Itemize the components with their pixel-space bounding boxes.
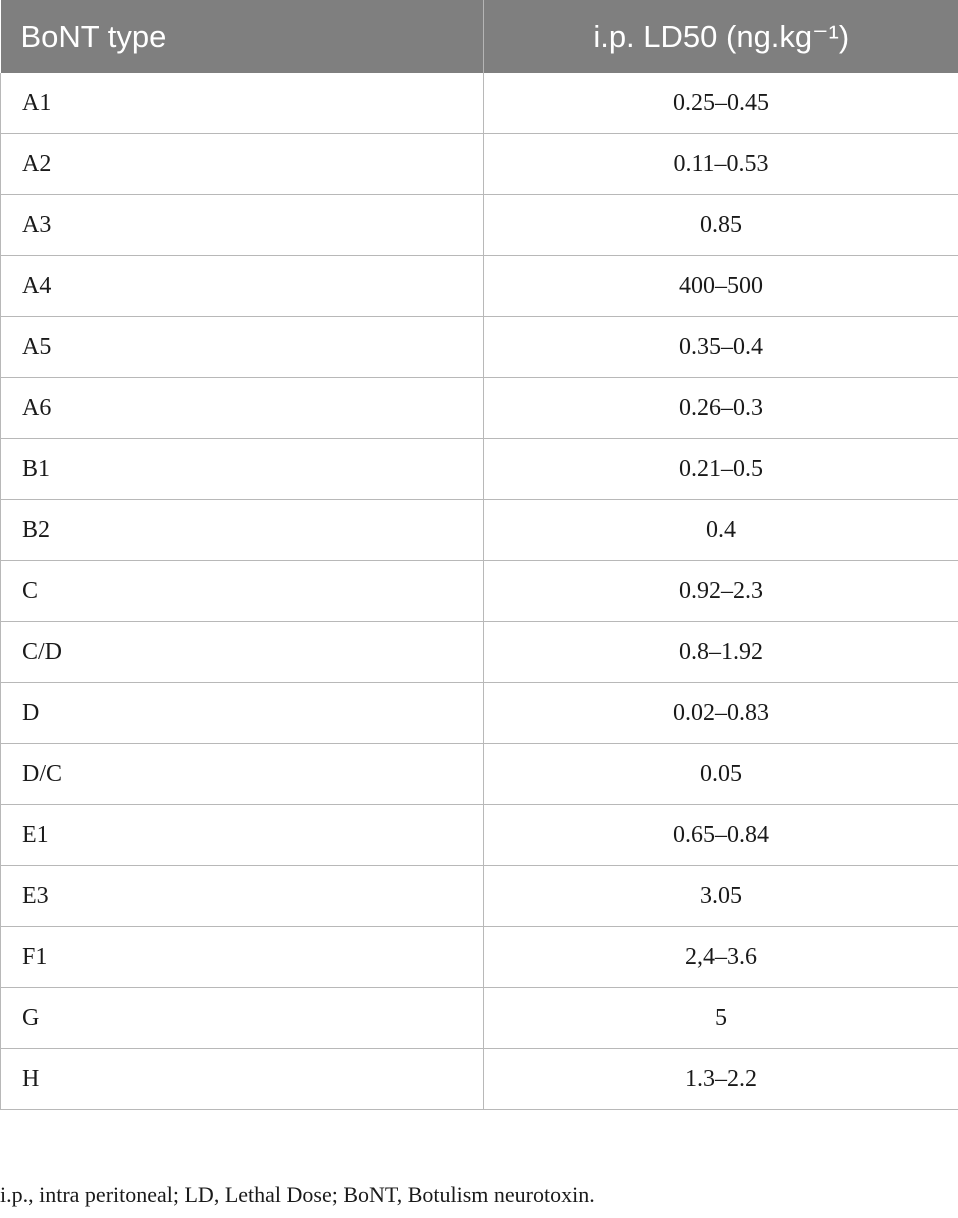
bont-type-cell: A4: [1, 256, 484, 317]
table-body: [1, 73, 958, 1110]
ld50-value-cell: 0.35–0.4: [484, 317, 958, 378]
table-row: [1, 744, 958, 805]
ld50-value-cell: 400–500: [484, 256, 958, 317]
header-bont-type: BoNT type: [1, 0, 484, 73]
ld50-value-cell: 0.8–1.92: [484, 622, 958, 683]
bont-type-cell: A5: [1, 317, 484, 378]
table-row: [1, 378, 958, 439]
ld50-value-cell: 2,4–3.6: [484, 927, 958, 988]
bont-type-cell: H: [1, 1049, 484, 1110]
table-header: [1, 0, 958, 73]
header-row: [1, 0, 958, 73]
table-row: [1, 439, 958, 500]
ld50-value-cell: 0.21–0.5: [484, 439, 958, 500]
ld50-value-cell: 3.05: [484, 866, 958, 927]
ld50-value-cell: 5: [484, 988, 958, 1049]
bont-type-cell: D/C: [1, 744, 484, 805]
bont-type-cell: A3: [1, 195, 484, 256]
bont-type-cell: A2: [1, 134, 484, 195]
bont-type-cell: G: [1, 988, 484, 1049]
bont-type-cell: B2: [1, 500, 484, 561]
bont-type-cell: B1: [1, 439, 484, 500]
ld50-value-cell: 0.85: [484, 195, 958, 256]
table-row: [1, 622, 958, 683]
table-row: [1, 500, 958, 561]
bont-type-cell: F1: [1, 927, 484, 988]
table-row: [1, 317, 958, 378]
bont-type-cell: A6: [1, 378, 484, 439]
ld50-value-cell: 0.02–0.83: [484, 683, 958, 744]
bont-type-cell: D: [1, 683, 484, 744]
table-row: [1, 805, 958, 866]
ld50-value-cell: 0.65–0.84: [484, 805, 958, 866]
table-row: [1, 73, 958, 134]
table-row: [1, 927, 958, 988]
bont-type-cell: C: [1, 561, 484, 622]
table-footnote: i.p., intra peritoneal; LD, Lethal Dose; BoNT, Botulism neurotoxin.: [0, 1182, 595, 1207]
bont-type-cell: E3: [1, 866, 484, 927]
table-row: [1, 683, 958, 744]
ld50-value-cell: 0.11–0.53: [484, 134, 958, 195]
ld50-value-cell: 0.26–0.3: [484, 378, 958, 439]
table-row: [1, 1049, 958, 1110]
table-row: [1, 988, 958, 1049]
ld50-value-cell: 0.92–2.3: [484, 561, 958, 622]
table-row: [1, 866, 958, 927]
bont-type-cell: C/D: [1, 622, 484, 683]
table-row: [1, 195, 958, 256]
table-row: [1, 561, 958, 622]
ld50-value-cell: 0.4: [484, 500, 958, 561]
table-row: [1, 134, 958, 195]
ld50-value-cell: 0.25–0.45: [484, 73, 958, 134]
header-ld50: i.p. LD50 (ng.kg⁻¹): [484, 0, 958, 73]
bont-type-cell: A1: [1, 73, 484, 134]
table-row: [1, 256, 958, 317]
bont-type-cell: E1: [1, 805, 484, 866]
ld50-value-cell: 1.3–2.2: [484, 1049, 958, 1110]
ld50-value-cell: 0.05: [484, 744, 958, 805]
